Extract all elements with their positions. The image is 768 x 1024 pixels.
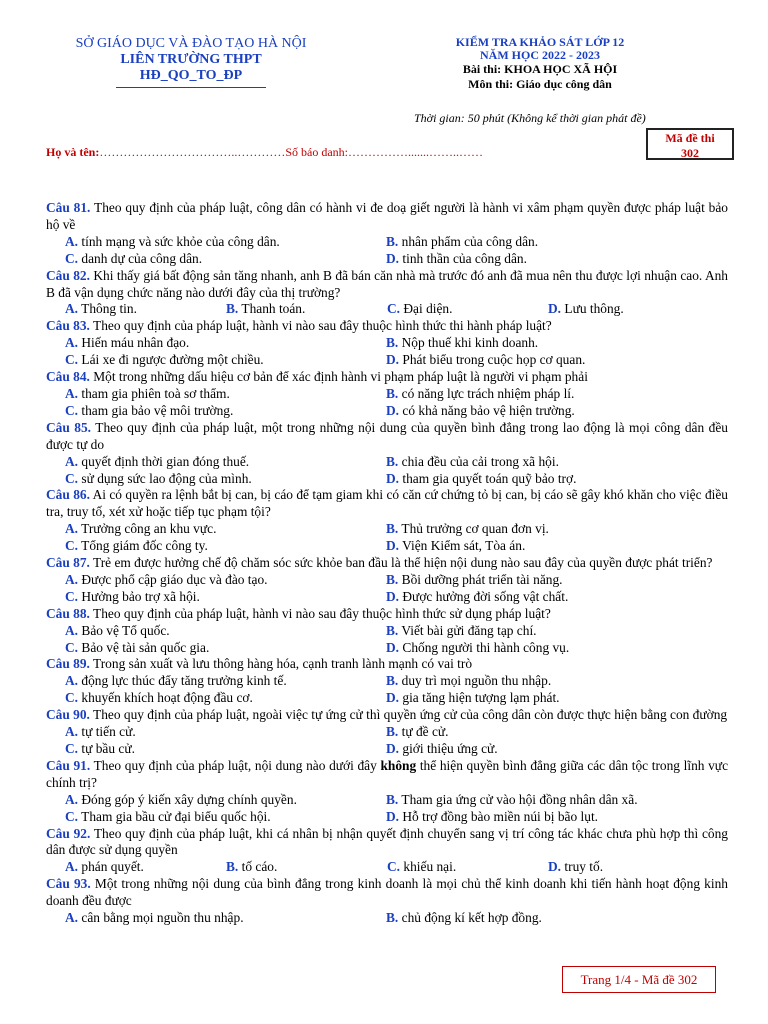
answer-option: [386, 538, 707, 555]
option-text: Bồi dưỡng phát triển tài năng.: [401, 571, 563, 587]
exam-time: Thời gian: 50 phút (Không kể thời gian phát đề): [414, 111, 646, 125]
option-text: Viết bài gửi đăng tạp chí.: [401, 622, 537, 638]
question-text: Theo quy định của pháp luật, ngoài việc tự ứng cử thì quyền ứng cử của công dân còn được thực hiện bằng con đường: [93, 707, 728, 723]
question-text: Một trong những dấu hiệu cơ bản để xác định hành vi phạm pháp luật là người vi phạm phải: [93, 369, 588, 385]
option-letter: D.: [386, 690, 400, 706]
option-text: khuyến khích hoạt động đầu cơ.: [81, 690, 253, 706]
answer-option: [65, 589, 386, 606]
option-letter: A.: [65, 335, 79, 351]
answer-option: [548, 301, 709, 318]
option-letter: C.: [387, 301, 401, 317]
option-letter: A.: [65, 622, 79, 638]
option-text: Bảo vệ tài sản quốc gia.: [81, 639, 210, 655]
answer-options: [46, 386, 728, 420]
option-text: tham gia bảo vệ môi trường.: [81, 402, 234, 418]
question-number: Câu 84.: [46, 369, 90, 385]
question: [46, 876, 728, 910]
option-letter: D.: [386, 402, 400, 418]
question-text: Theo quy định của pháp luật, khi cá nhân bị nhận quyết định chuyển sang vị trí công tác khác chưa phù hợp thì công dân được sử dụng quyền: [46, 825, 728, 858]
exam-title: KIỂM TRA KHẢO SÁT LỚP 12: [455, 35, 625, 49]
option-text: nhân phẩm của công dân.: [401, 233, 539, 249]
option-text: tinh thần của công dân.: [402, 250, 527, 266]
question: [46, 268, 728, 302]
answer-option: [65, 454, 386, 471]
option-letter: B.: [386, 521, 399, 537]
option-letter: C.: [65, 352, 79, 368]
option-letter: B.: [386, 571, 399, 587]
answer-option: [386, 623, 707, 640]
option-text: khiếu nại.: [403, 859, 457, 875]
option-text: Hỗ trợ đồng bào miền núi bị bão lụt.: [402, 808, 599, 824]
option-letter: A.: [65, 521, 79, 537]
option-letter: B.: [386, 453, 399, 469]
option-letter: C.: [65, 250, 79, 266]
answer-option: [386, 724, 707, 741]
option-letter: A.: [65, 453, 79, 469]
option-letter: B.: [386, 335, 399, 351]
student-info-line: [46, 145, 483, 160]
question-number: Câu 93.: [46, 876, 91, 892]
id-label: Số báo danh:: [285, 145, 348, 159]
answer-option: [386, 335, 707, 352]
answer-options: [46, 910, 728, 927]
answer-options: [46, 454, 728, 488]
answer-option: [226, 301, 387, 318]
option-text: phán quyết.: [81, 859, 144, 875]
option-text: tính mạng và sức khỏe của công dân.: [81, 233, 280, 249]
header-underline: [116, 87, 266, 88]
id-blank: …………….......……..……: [348, 145, 483, 159]
answer-option: [65, 792, 386, 809]
question-text: Theo quy định của pháp luật, công dân có hành vi đe doạ giết người là hành vi xâm phạm quyền được pháp luật bảo hộ về: [46, 200, 728, 232]
option-text: Được phổ cập giáo dục và đào tạo.: [81, 571, 268, 587]
option-letter: C.: [65, 808, 79, 824]
exam-part: Bài thi: KHOA HỌC XÃ HỘI: [462, 62, 618, 76]
answer-option: [65, 403, 386, 420]
option-letter: D.: [386, 352, 400, 368]
question: [46, 606, 728, 623]
option-text: Lái xe đi ngược đường một chiều.: [81, 352, 264, 368]
question-text: Theo quy định của pháp luật, hành vi nào sau đây thuộc hình thức sử dụng pháp luật?: [93, 605, 551, 621]
option-text: Hiến máu nhân đạo.: [81, 335, 190, 351]
option-text: chủ động kí kết hợp đồng.: [401, 910, 542, 926]
question-text: Trong sản xuất và lưu thông hàng hóa, cạnh tranh lành mạnh có vai trò: [93, 656, 473, 672]
option-text: Nộp thuế khi kinh doanh.: [401, 335, 539, 351]
option-text: tự tiến cử.: [81, 724, 136, 740]
option-text: Hưởng bảo trợ xã hội.: [81, 588, 200, 604]
option-letter: D.: [386, 741, 400, 756]
header-left: [46, 36, 336, 88]
option-letter: D.: [386, 470, 400, 486]
question-number: Câu 85.: [46, 419, 92, 435]
exam-code-label: Mã đề thi: [665, 131, 715, 145]
question-text: thể hiện quyền bình đẳng giữa các dân tộc trong lĩnh vực chính trị?: [46, 757, 729, 790]
question-text: Theo quy định của pháp luật, nội dung nào dưới đây: [93, 757, 381, 773]
option-letter: D.: [548, 301, 562, 317]
question: [46, 758, 728, 792]
option-letter: D.: [386, 808, 400, 824]
answer-option: [386, 471, 707, 488]
option-letter: D.: [386, 250, 400, 266]
question: [46, 487, 728, 521]
option-letter: C.: [65, 588, 79, 604]
option-text: Lưu thông.: [564, 301, 624, 317]
answer-option: [65, 538, 386, 555]
answer-option: [65, 809, 386, 826]
option-letter: C.: [65, 470, 79, 486]
question: [46, 707, 728, 724]
answer-option: [386, 352, 707, 369]
option-letter: A.: [65, 301, 79, 317]
answer-option: [65, 640, 386, 657]
answer-option: [65, 673, 386, 690]
answer-option: [386, 521, 707, 538]
answer-options: [46, 859, 728, 876]
option-letter: B.: [386, 910, 399, 926]
option-text: danh dự của công dân.: [81, 250, 203, 266]
question: [46, 318, 728, 335]
option-letter: A.: [65, 724, 79, 740]
header-right: [390, 36, 690, 92]
exam-code: 302: [681, 146, 699, 160]
question: [46, 200, 728, 234]
option-letter: B.: [386, 724, 399, 740]
department-name: SỞ GIÁO DỤC VÀ ĐÀO TẠO HÀ NỘI: [75, 36, 307, 51]
answer-option: [65, 690, 386, 707]
option-letter: D.: [386, 639, 400, 655]
option-text: truy tố.: [564, 859, 604, 875]
option-text: động lực thúc đẩy tăng trưởng kinh tế.: [81, 673, 287, 689]
answer-option: [386, 251, 707, 268]
question-number: Câu 81.: [46, 200, 91, 215]
question-number: Câu 90.: [46, 707, 90, 723]
option-text: Đóng góp ý kiến xây dựng chính quyền.: [81, 791, 297, 807]
option-text: gia tăng hiện tượng lạm phát.: [402, 690, 560, 706]
option-text: tự đề cử.: [401, 724, 449, 740]
option-text: Thanh toán.: [241, 301, 306, 317]
question-text: Theo quy định của pháp luật, hành vi nào sau đây thuộc hình thức thi hành pháp luật?: [93, 318, 552, 334]
answer-options: [46, 572, 728, 606]
answer-option: [386, 741, 707, 758]
exam-subject: Môn thi: Giáo dục công dân: [468, 77, 612, 91]
option-letter: D.: [386, 588, 400, 604]
option-letter: B.: [386, 791, 399, 807]
option-letter: A.: [65, 233, 79, 249]
option-text: Tổng giám đốc công ty.: [81, 538, 208, 554]
answer-options: [46, 623, 728, 657]
option-text: Thủ trưởng cơ quan đơn vị.: [401, 521, 549, 537]
answer-option: [386, 386, 707, 403]
option-letter: A.: [65, 571, 79, 587]
answer-option: [65, 623, 386, 640]
option-letter: C.: [65, 538, 79, 554]
answer-option: [65, 859, 226, 876]
answer-option: [548, 859, 709, 876]
option-text: tố cáo.: [241, 859, 278, 875]
option-letter: C.: [387, 859, 401, 875]
answer-option: [386, 234, 707, 251]
answer-option: [386, 809, 707, 826]
option-letter: B.: [226, 859, 239, 875]
option-letter: A.: [65, 910, 79, 926]
answer-options: [46, 724, 728, 758]
option-text: Trưởng công an khu vực.: [81, 521, 217, 537]
question-number: Câu 92.: [46, 825, 91, 841]
school-group: HĐ_QO_TO_ĐP: [139, 68, 243, 83]
answer-option: [386, 403, 707, 420]
name-blank: ……………………………..…………: [99, 145, 286, 159]
answer-option: [65, 724, 386, 741]
question-number: Câu 87.: [46, 555, 90, 571]
page-footer: Trang 1/4 - Mã đề 302: [562, 966, 716, 993]
option-letter: B.: [226, 301, 239, 317]
question-number: Câu 83.: [46, 318, 90, 334]
school-year: NĂM HỌC 2022 - 2023: [480, 48, 600, 62]
exam-code-box: [646, 128, 734, 160]
option-text: sử dụng sức lao động của mình.: [81, 470, 252, 486]
question-text: Trẻ em được hưởng chế độ chăm sóc sức khỏe ban đầu là thể hiện nội dung nào sau đây của quyền được phát triển?: [93, 555, 713, 571]
option-text: quyết định thời gian đóng thuế.: [81, 453, 250, 469]
option-text: chia đều của cải trong xã hội.: [401, 453, 559, 469]
answer-option: [386, 454, 707, 471]
option-letter: B.: [386, 673, 399, 689]
answer-option: [65, 910, 386, 927]
option-text: Được hưởng đời sống vật chất.: [402, 588, 569, 604]
option-letter: A.: [65, 791, 79, 807]
option-text: tham gia quyết toán quỹ bảo trợ.: [402, 470, 577, 486]
question: [46, 555, 728, 572]
option-text: giới thiệu ứng cử.: [402, 741, 498, 756]
option-text: Tham gia bầu cử đại biểu quốc hội.: [81, 808, 271, 824]
answer-options: [46, 792, 728, 826]
question-text: Theo quy định của pháp luật, một trong những nội dung của quyền bình đẳng trong lao động là mọi công dân đều được tự do: [46, 419, 728, 452]
option-text: có năng lực trách nhiệm pháp lí.: [401, 385, 575, 401]
option-text: Viện Kiểm sát, Tòa án.: [402, 538, 526, 554]
answer-options: [46, 335, 728, 369]
question-list: [46, 200, 728, 927]
option-text: Đại diện.: [403, 301, 453, 317]
option-text: Tham gia ứng cử vào hội đồng nhân dân xã.: [401, 791, 638, 807]
answer-option: [386, 690, 707, 707]
option-text: Phát biểu trong cuộc họp cơ quan.: [402, 352, 586, 368]
answer-option: [387, 301, 548, 318]
answer-options: [46, 521, 728, 555]
answer-option: [386, 589, 707, 606]
school-name: LIÊN TRƯỜNG THPT: [120, 52, 262, 67]
question-text-emphasis: không: [380, 757, 417, 773]
option-letter: B.: [386, 622, 399, 638]
answer-option: [65, 741, 386, 758]
option-letter: B.: [386, 233, 399, 249]
question-number: Câu 86.: [46, 487, 90, 503]
question-number: Câu 89.: [46, 656, 90, 672]
answer-option: [65, 335, 386, 352]
answer-options: [46, 673, 728, 707]
option-text: cân bằng mọi nguồn thu nhập.: [81, 910, 244, 926]
answer-options: [46, 234, 728, 268]
question: [46, 420, 728, 454]
option-letter: A.: [65, 673, 79, 689]
option-text: Bảo vệ Tổ quốc.: [81, 622, 170, 638]
option-text: Thông tin.: [81, 301, 137, 317]
option-text: tự bầu cử.: [81, 741, 135, 756]
answer-option: [386, 640, 707, 657]
answer-option: [65, 234, 386, 251]
question-text: Ai có quyền ra lệnh bắt bị can, bị cáo để tạm giam khi có căn cứ chứng tỏ bị can, bị cáo sẽ gây khó khăn cho việc điều tra, truy tố, xét xử hoặc tiếp tục phạm tội?: [46, 487, 728, 520]
answer-option: [386, 673, 707, 690]
answer-option: [65, 352, 386, 369]
answer-option: [386, 572, 707, 589]
option-letter: C.: [65, 402, 79, 418]
question-number: Câu 91.: [46, 757, 91, 773]
answer-option: [65, 386, 386, 403]
option-text: có khả năng bảo vệ hiện trường.: [402, 402, 575, 418]
question-text: Khi thấy giá bất động sản tăng nhanh, anh B đã bán căn nhà mà trước đó anh đã mua nên thu được lợi nhuận cao. Anh B đã vận dụng chức năng nào dưới đây của thị trường?: [46, 267, 728, 300]
option-letter: C.: [65, 741, 79, 756]
question: [46, 369, 728, 386]
question: [46, 656, 728, 673]
answer-option: [65, 572, 386, 589]
answer-option: [65, 471, 386, 488]
question-number: Câu 82.: [46, 267, 90, 283]
answer-option: [226, 859, 387, 876]
question-text: Một trong những nội dung của bình đẳng trong kinh doanh là mọi chủ thể kinh doanh khi tiến hành hoạt động kinh doanh đều được: [46, 876, 728, 909]
answer-option: [65, 301, 226, 318]
option-text: duy trì mọi nguồn thu nhập.: [401, 673, 552, 689]
name-label: Họ và tên:: [46, 145, 100, 159]
question-number: Câu 88.: [46, 605, 90, 621]
option-letter: A.: [65, 859, 79, 875]
option-text: Chống người thi hành công vụ.: [402, 639, 570, 655]
answer-option: [65, 251, 386, 268]
option-letter: C.: [65, 639, 79, 655]
question: [46, 826, 728, 860]
option-letter: B.: [386, 385, 399, 401]
option-text: tham gia phiên toà sơ thẩm.: [81, 385, 230, 401]
option-letter: D.: [548, 859, 562, 875]
answer-option: [386, 792, 707, 809]
option-letter: C.: [65, 690, 79, 706]
answer-option: [387, 859, 548, 876]
answer-option: [386, 910, 707, 927]
answer-option: [65, 521, 386, 538]
answer-options: [46, 301, 728, 318]
option-letter: A.: [65, 385, 79, 401]
option-letter: D.: [386, 538, 400, 554]
